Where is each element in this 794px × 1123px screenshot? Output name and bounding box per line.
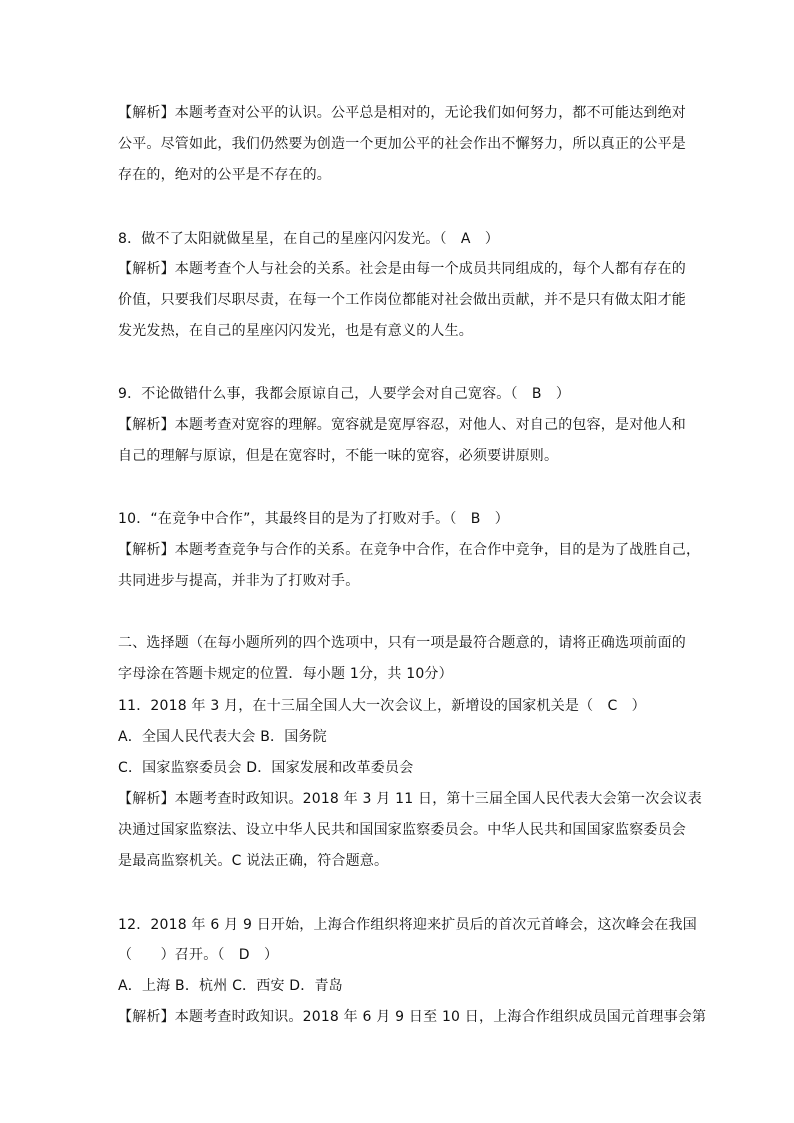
- analysis-q11-line-2: 决通过国家监察法、设立中华人民共和国国家监察委员会。中华人民共和国国家监察委员会: [118, 822, 686, 838]
- question-12-line-2: （ ）召开。（ D ）: [118, 947, 279, 963]
- question-12-line-1: 12．2018 年 6 月 9 日开始，上海合作组织将迎来扩员后的首次元首峰会，这次峰会在我国: [118, 917, 697, 933]
- analysis-q11-line-3: 是最高监察机关。C 说法正确，符合题意。: [118, 853, 389, 869]
- analysis-q8-line-2: 价值，只要我们尽职尽责，在每一个工作岗位都能对社会做出贡献，并不是只有做太阳才能: [118, 292, 686, 308]
- analysis-q7-line-3: 存在的，绝对的公平是不存在的。: [118, 167, 331, 183]
- question-12-options: A．上海 B．杭州 C．西安 D．青岛: [118, 978, 343, 994]
- question-11-options-c-d: C．国家监察委员会 D．国家发展和改革委员会: [118, 760, 414, 776]
- analysis-q7-line-1: 【解析】本题考查对公平的认识。公平总是相对的，无论我们如何努力，都不可能达到绝对: [118, 105, 686, 121]
- analysis-q9-line-1: 【解析】本题考查对宽容的理解。宽容就是宽厚容忍，对他人、对自己的包容，是对他人和: [118, 417, 686, 433]
- analysis-q11-line-1: 【解析】本题考查时政知识。2018 年 3 月 11 日，第十三届全国人民代表大会第一次会议表: [118, 791, 702, 807]
- analysis-q12-line-1: 【解析】本题考查时政知识。2018 年 6 月 9 日至 10 日，上海合作组织成员国元首理事会第: [118, 1009, 707, 1025]
- question-8: 8．做不了太阳就做星星，在自己的星座闪闪发光。（ A ）: [118, 231, 500, 247]
- analysis-q10-line-1: 【解析】本题考查竞争与合作的关系。在竞争中合作，在合作中竞争，目的是为了战胜自己，: [118, 542, 701, 558]
- question-11: 11．2018 年 3 月，在十三届全国人大一次会议上，新增设的国家机关是（ C ）: [118, 698, 646, 714]
- analysis-q9-line-2: 自己的理解与原谅，但是在宽容时，不能一味的宽容，必须要讲原则。: [118, 448, 559, 464]
- analysis-q8-line-1: 【解析】本题考查个人与社会的关系。社会是由每一个成员共同组成的，每个人都有存在的: [118, 261, 686, 277]
- section-two-heading-line-2: 字母涂在答题卡规定的位置．每小题 1分，共 10分）: [118, 666, 453, 682]
- analysis-q7-line-2: 公平。尽管如此，我们仍然要为创造一个更加公平的社会作出不懈努力，所以真正的公平是: [118, 136, 686, 152]
- section-two-heading-line-1: 二、选择题（在每小题所列的四个选项中，只有一项是最符合题意的，请将正确选项前面的: [118, 635, 686, 651]
- question-11-options-a-b: A．全国人民代表大会 B．国务院: [118, 729, 327, 745]
- question-9: 9．不论做错什么事，我都会原谅自己，人要学会对自己宽容。（ B ）: [118, 386, 571, 402]
- analysis-q8-line-3: 发光发热，在自己的星座闪闪发光，也是有意义的人生。: [118, 323, 473, 339]
- question-10: 10．“在竞争中合作”，其最终目的是为了打败对手。（ B ）: [118, 511, 509, 527]
- analysis-q10-line-2: 共同进步与提高，并非为了打败对手。: [118, 573, 360, 589]
